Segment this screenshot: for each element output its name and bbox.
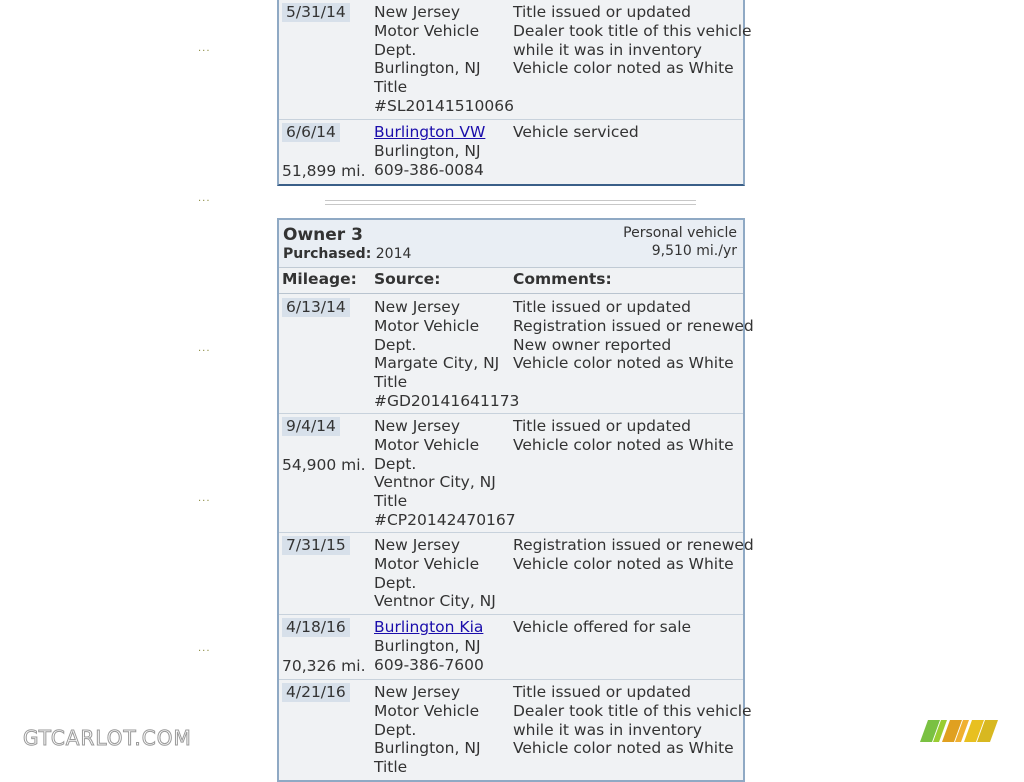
mileage-value: 51,899 mi. [282,162,366,180]
source-line: Burlington, NJ [374,141,481,160]
source-line: Dept. [374,573,417,592]
vehicle-type: Personal vehicle [623,225,737,241]
comment-line: Vehicle offered for sale [513,618,692,636]
source-cell [374,536,510,611]
source-cell [374,683,510,777]
source-cell [374,417,516,530]
source-line: Burlington, NJ [374,739,481,758]
purchased-year: 2014 [375,246,412,262]
margin-dots: ... [198,43,211,54]
margin-dots: ... [198,343,211,354]
comments-cell [513,618,743,637]
site-watermark: GTCARLOT.COM [23,726,192,750]
comments-cell [513,417,743,455]
column-header-divider [279,293,743,294]
comment-line: Registration issued or renewed [513,316,754,335]
history-panel-owner-3 [277,218,754,782]
column-header-source: Source: [374,270,441,288]
source-line: Motor Vehicle [374,701,480,720]
history-row [279,120,743,184]
owner-header [279,220,743,268]
column-header-mileage: Mileage: [282,270,357,288]
owner-title: Owner 3 [283,225,363,245]
owner-separator [325,200,696,205]
history-row [279,680,752,780]
comments-cell [513,298,754,373]
dealer-link[interactable]: Burlington VW [374,123,486,141]
source-line: Dept. [374,720,417,739]
comment-line: Vehicle color noted as White [513,554,734,573]
striped-stripes-logo-icon [920,720,998,742]
source-line: Burlington, NJ [374,59,481,78]
source-line: Motor Vehicle [374,316,480,335]
mileage-value: 54,900 mi. [282,456,366,474]
source-line: New Jersey [374,536,460,554]
purchased-label: Purchased: [283,246,372,262]
source-line: New Jersey [374,417,460,435]
history-row [279,0,752,120]
margin-dots: ... [198,643,211,654]
history-row [279,615,743,680]
date-badge: 5/31/14 [282,3,350,22]
comment-line: while it was in inventory [513,40,702,59]
source-line: Dept. [374,454,417,473]
source-line: #GD20141641173 [374,391,520,410]
comment-line: Vehicle color noted as White [513,739,734,758]
mileage-value: 70,326 mi. [282,657,366,675]
comment-line: Vehicle color noted as White [513,59,734,78]
source-line: Dept. [374,40,417,59]
date-badge: 4/21/16 [282,683,350,702]
comment-line: New owner reported [513,335,672,354]
column-header-comments: Comments: [513,270,612,288]
source-line: #CP20142470167 [374,510,516,529]
source-cell [374,123,510,179]
source-line: New Jersey [374,683,460,701]
comments-cell [513,3,752,78]
date-badge: 9/4/14 [282,417,340,436]
comment-line: Title issued or updated [513,298,691,316]
comment-line: Registration issued or renewed [513,536,754,554]
comment-line: Title issued or updated [513,417,691,435]
annual-mileage: 9,510 mi./yr [651,243,737,259]
dealer-link[interactable]: Burlington Kia [374,618,484,636]
comment-line: Vehicle color noted as White [513,435,734,454]
history-row [279,533,754,615]
source-line: #SL20141510066 [374,96,514,115]
comment-line: while it was in inventory [513,720,702,739]
source-line: Motor Vehicle [374,435,480,454]
source-line: New Jersey [374,298,460,316]
comment-line: Vehicle color noted as White [513,354,734,373]
source-cell [374,298,520,411]
source-line: New Jersey [374,3,460,21]
source-line: Title [374,373,408,392]
source-line: Title [374,758,408,777]
source-line: Motor Vehicle [374,554,480,573]
source-line: Ventnor City, NJ [374,473,496,492]
comments-cell [513,123,743,142]
source-line: Burlington, NJ [374,636,481,655]
comment-line: Title issued or updated [513,3,691,21]
comment-line: Vehicle serviced [513,123,639,141]
source-line: Title [374,492,408,511]
source-line: Dept. [374,335,417,354]
source-line: Ventnor City, NJ [374,592,496,611]
source-line: Title [374,78,408,97]
margin-dots: ... [198,193,211,204]
history-row [279,295,754,414]
source-line: 609-386-7600 [374,655,484,674]
comments-cell [513,536,754,574]
date-badge: 6/13/14 [282,298,350,317]
source-line: Margate City, NJ [374,354,500,373]
source-cell [374,618,510,674]
comment-line: Dealer took title of this vehicle [513,701,752,720]
comment-line: Dealer took title of this vehicle [513,21,752,40]
history-row [279,414,743,533]
date-badge: 6/6/14 [282,123,340,142]
source-line: Motor Vehicle [374,21,480,40]
comment-line: Title issued or updated [513,683,691,701]
source-cell [374,3,514,116]
owner-usage [623,224,737,260]
date-badge: 4/18/16 [282,618,350,637]
history-panel-previous-owner [277,0,752,186]
date-badge: 7/31/15 [282,536,350,555]
margin-dots: ... [198,493,211,504]
comments-cell [513,683,752,758]
purchased-info [283,246,411,262]
source-line: 609-386-0084 [374,160,484,179]
